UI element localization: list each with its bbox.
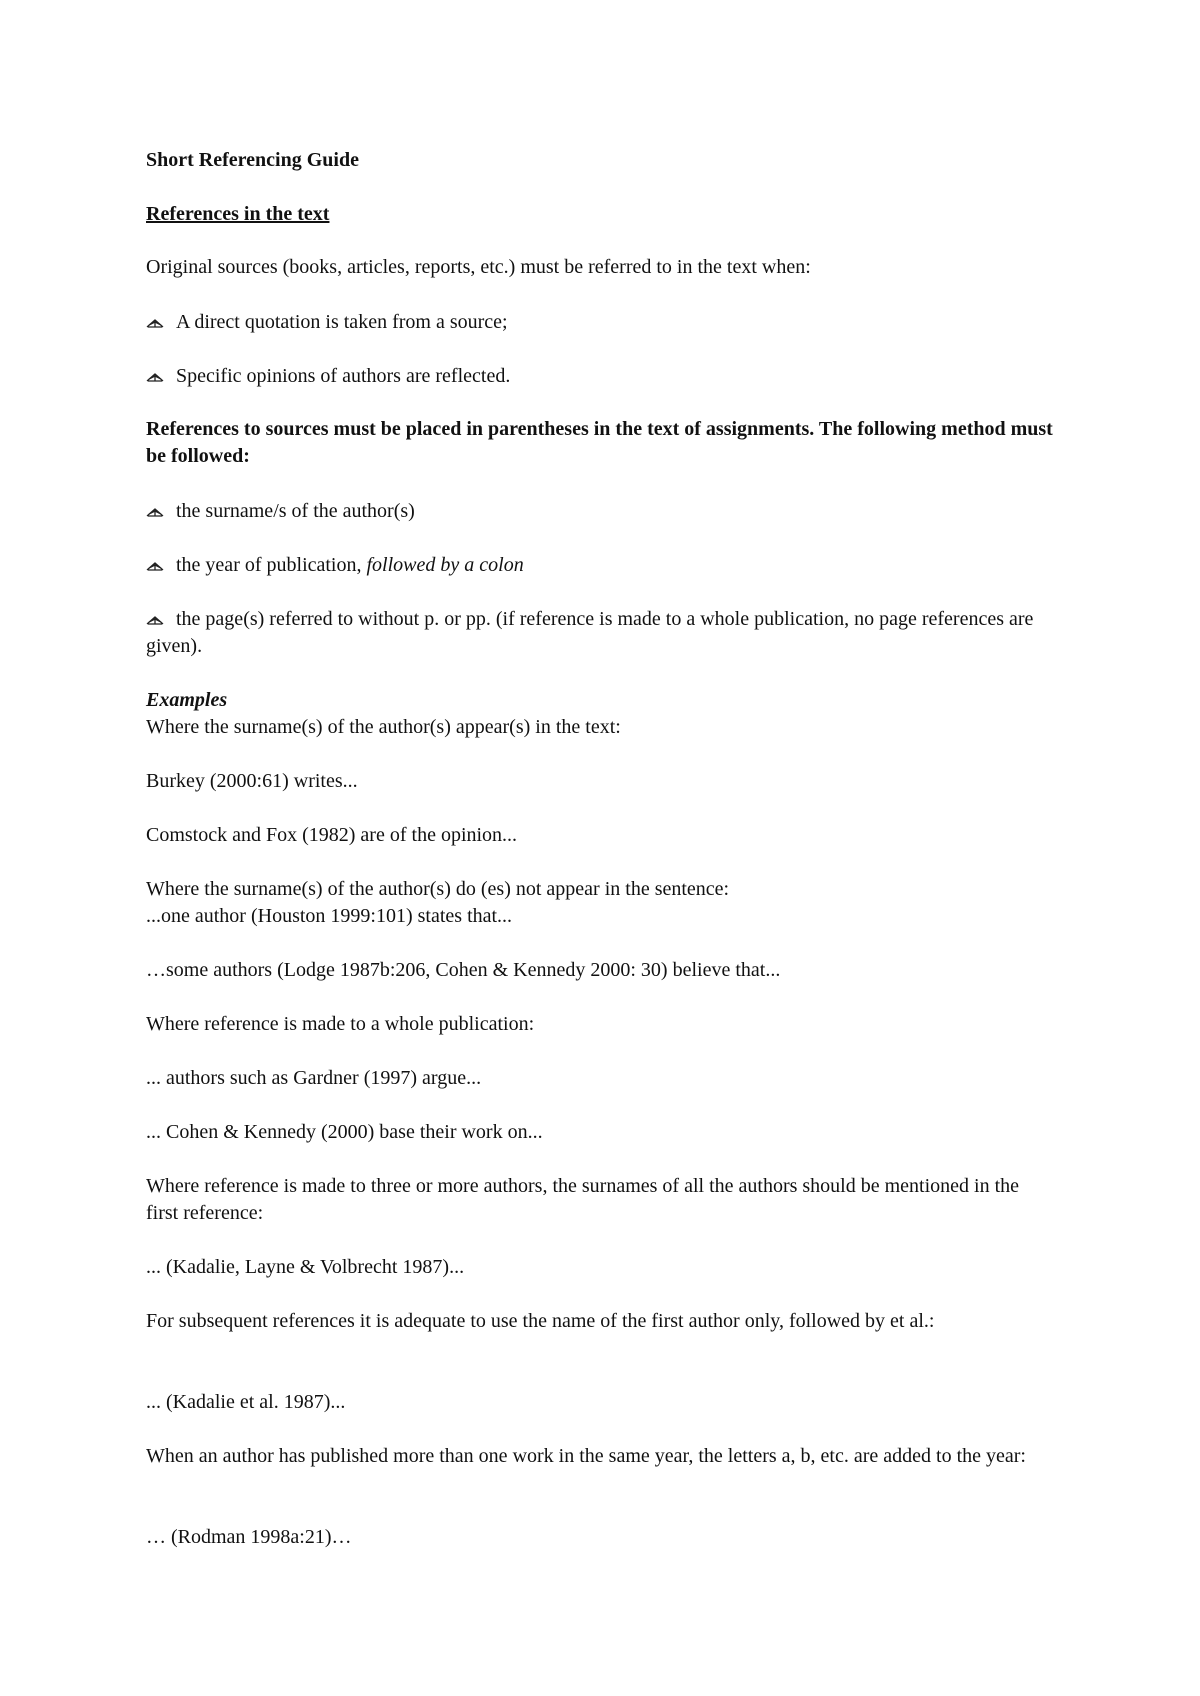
example-line: …some authors (Lodge 1987b:206, Cohen & Kennedy 2000: 30) believe that... <box>146 959 781 981</box>
example-line: ... (Kadalie, Layne & Volbrecht 1987)... <box>146 1256 465 1278</box>
example-line: … (Rodman 1998a:21)… <box>146 1526 352 1548</box>
document-title: Short Referencing Guide <box>146 149 359 171</box>
example-intro: When an author has published more than one work in the same year, the letters a, b, etc. are added to the year: <box>146 1445 1026 1467</box>
intro-paragraph: Original sources (books, articles, reports, etc.) must be referred to in the text when: <box>146 256 811 278</box>
book-bullet-icon <box>146 504 164 518</box>
example-intro: For subsequent references it is adequate to use the name of the first author only, followed by et al.: <box>146 1310 935 1332</box>
example-line: ... Cohen & Kennedy (2000) base their work on... <box>146 1121 543 1143</box>
list-item <box>146 606 1056 660</box>
example-line: ... authors such as Gardner (1997) argue... <box>146 1067 482 1089</box>
list-item <box>146 552 1056 579</box>
list-item-text: A direct quotation is taken from a source; <box>176 311 508 333</box>
book-bullet-icon <box>146 369 164 383</box>
example-line: ...one author (Houston 1999:101) states that... <box>146 905 513 927</box>
examples-heading: Examples <box>146 689 228 711</box>
book-bullet-icon <box>146 315 164 329</box>
method-heading: References to sources must be placed in parentheses in the text of assignments. The following method must be followed: <box>146 418 1053 467</box>
list-item-text: the year of publication, <box>176 554 362 576</box>
example-line: Burkey (2000:61) writes... <box>146 770 358 792</box>
list-item-text: the page(s) referred to without p. or pp. (if reference is made to a whole publication, no page references are given). <box>146 608 1034 657</box>
list-item <box>146 498 1056 525</box>
example-intro: Where the surname(s) of the author(s) do (es) not appear in the sentence: <box>146 878 730 900</box>
example-intro: Where reference is made to a whole publication: <box>146 1013 535 1035</box>
list-item-text: the surname/s of the author(s) <box>176 500 415 522</box>
example-line: Comstock and Fox (1982) are of the opinion... <box>146 824 518 846</box>
example-intro: Where reference is made to three or more authors, the surnames of all the authors should be mentioned in the first reference: <box>146 1175 1020 1224</box>
example-line: ... (Kadalie et al. 1987)... <box>146 1391 346 1413</box>
example-intro: Where the surname(s) of the author(s) appear(s) in the text: <box>146 716 621 738</box>
list-item-italic-text: followed by a colon <box>361 554 524 576</box>
book-bullet-icon <box>146 612 164 626</box>
section-heading: References in the text <box>146 203 330 225</box>
list-item <box>146 309 1056 336</box>
book-bullet-icon <box>146 558 164 572</box>
list-item <box>146 363 1056 390</box>
list-item-text: Specific opinions of authors are reflected. <box>176 365 511 387</box>
